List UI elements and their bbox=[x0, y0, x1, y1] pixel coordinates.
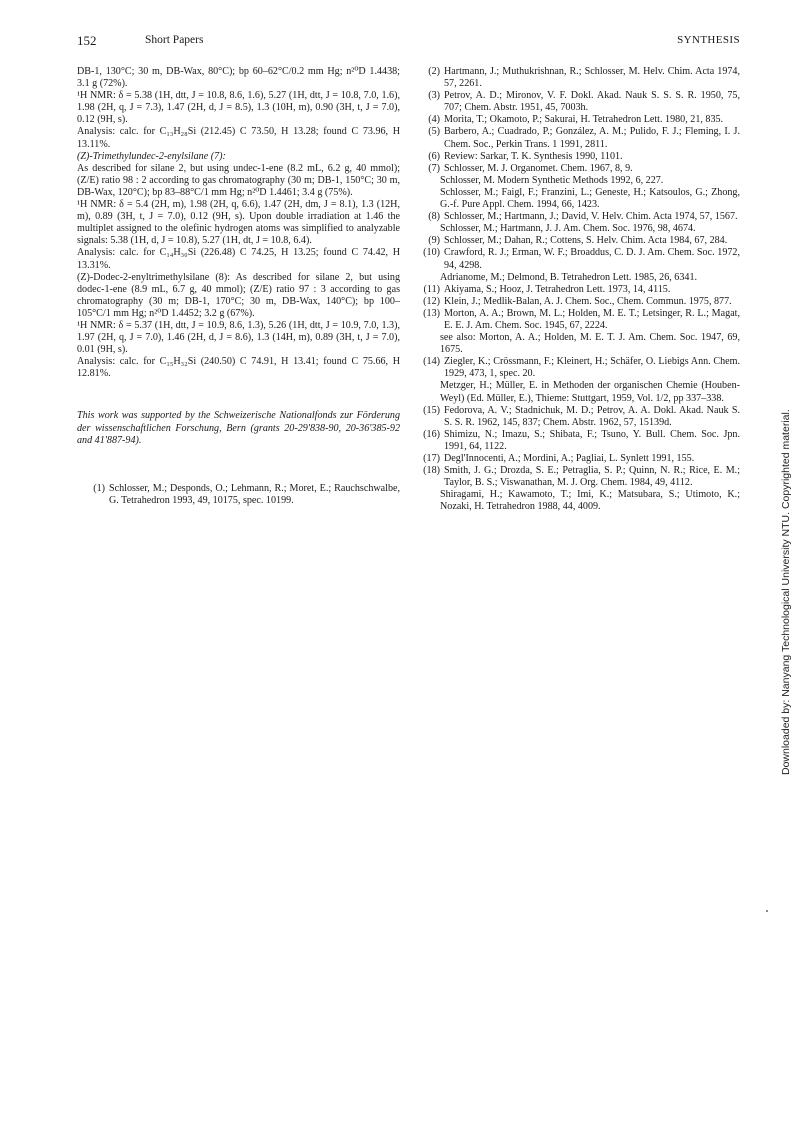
reference-item bbox=[412, 465, 740, 489]
reference-item bbox=[412, 429, 740, 453]
paragraph: ¹H NMR: δ = 5.37 (1H, dtt, J = 10.9, 8.6, 1.3), 5.26 (1H, dtt, J = 10.9, 7.0, 1.3), 1.97 (2H, q, J = 7.0), 1.46 (2H, d, J = 8.6), 1.3 (14H, m), 0.89 (3H, t, J = 7.0), 0.01 (9H, s). bbox=[77, 319, 400, 356]
reference-continuation: Shiragami, H.; Kawamoto, T.; Imi, K.; Matsubara, S.; Utimoto, K.; Nozaki, H. Tetrahedron 1988, 44, 4009. bbox=[440, 489, 740, 513]
left-column bbox=[77, 66, 400, 507]
reference-item bbox=[412, 247, 740, 271]
reference-continuation: Adrianome, M.; Delmond, B. Tetrahedron Lett. 1985, 26, 6341. bbox=[440, 271, 698, 283]
reference-item bbox=[412, 308, 740, 332]
reference-text: Klein, J.; Medlik-Balan, A. J. Chem. Soc., Chem. Commun. 1975, 877. bbox=[444, 295, 732, 307]
reference-continuation: Schlosser, M.; Hartmann, J. J. Am. Chem. Soc. 1976, 98, 4674. bbox=[440, 223, 696, 235]
reference-number: (6) bbox=[428, 150, 440, 162]
reference-list bbox=[412, 66, 740, 513]
reference-text: Fedorova, A. V.; Stadnichuk, M. D.; Petrov, A. A. Dokl. Akad. Nauk S. S. S. R. 1962, 145, 837; Chem. Abstr. 1962, 57, 15139d. bbox=[444, 404, 740, 428]
reference-text: Morton, A. A.; Brown, M. L.; Holden, M. E. T.; Letsinger, R. L.; Magat, E. E. J. Am. Chem. Soc. 1945, 67, 2224. bbox=[444, 307, 740, 331]
reference-text: Hartmann, J.; Muthukrishnan, R.; Schlosser, M. Helv. Chim. Acta 1974, 57, 2261. bbox=[444, 66, 740, 90]
paragraph: As described for silane 2, but using undec-1-ene (8.2 mL, 6.2 g, 40 mmol); (Z/E) ratio 98 : 2 according to gas chromatography (30 m; DB-1, 150°C; 30 m, DB-Wax, 120°C); bp 83–88°C/1 mm Hg; n²⁰D 1.4461; 3.4 g (75%). bbox=[77, 162, 400, 198]
reference-number: (5) bbox=[428, 126, 440, 138]
section-title: Short Papers bbox=[145, 34, 204, 46]
reference-item bbox=[412, 211, 740, 223]
reference-item bbox=[412, 66, 740, 90]
reference-number: (7) bbox=[428, 162, 440, 174]
reference-number: (15) bbox=[423, 404, 440, 416]
reference-item bbox=[77, 483, 400, 507]
reference-item bbox=[412, 235, 740, 247]
reference-number: (17) bbox=[423, 453, 440, 464]
reference-number: (16) bbox=[423, 428, 440, 440]
reference-continuation: Schlosser, M.; Faigl, F.; Franzini, L.; Geneste, H.; Katsoulos, G.; Zhong, G.-f. Pure Appl. Chem. 1994, 66, 1423. bbox=[440, 186, 740, 211]
reference-item bbox=[412, 453, 740, 465]
reference-text: Schlosser, M.; Hartmann, J.; David, V. Helv. Chim. Acta 1974, 57, 1567. bbox=[444, 211, 738, 223]
paragraph: (Z)-Dodec-2-enyltrimethylsilane (8): As described for silane 2, but using dodec-1-ene (8.9 mL, 6.7 g, 40 mmol); (Z/E) ratio 97 : 3 according to gas chromatography (30 m; DB-1, 170°C; 30 m, DB-Wax, 140°C); bp 100–105°C/1 mm Hg; n²⁰D 1.4452; 3.2 g (67%). bbox=[77, 271, 400, 319]
reference-text: Schlosser, M.; Dahan, R.; Cottens, S. Helv. Chim. Acta 1984, 67, 284. bbox=[444, 235, 728, 247]
reference-item bbox=[412, 114, 740, 126]
reference-number: (18) bbox=[423, 465, 440, 477]
reference-number: (12) bbox=[423, 295, 440, 307]
reference-number: (14) bbox=[423, 356, 440, 368]
reference-text: Schlosser, M. J. Organomet. Chem. 1967, 8, 9. bbox=[444, 162, 633, 174]
reference-number: (11) bbox=[423, 283, 440, 295]
reference-item bbox=[412, 296, 740, 308]
reference-item bbox=[412, 126, 740, 150]
reference-text: Petrov, A. D.; Mironov, V. F. Dokl. Akad. Nauk S. S. S. R. 1950, 75, 707; Chem. Abstr. 1951, 45, 7003h. bbox=[444, 90, 740, 114]
acknowledgement: This work was supported by the Schweizerische Nationalfonds zur Förderung der wissenschaftlichen Forschung, Bern (grants 20-29'838-90, 20-36'385-92 and 41'887-94). bbox=[77, 410, 400, 446]
reference-item bbox=[412, 284, 740, 296]
reference-item bbox=[412, 405, 740, 429]
reference-number: (9) bbox=[428, 235, 440, 247]
paragraph: ¹H NMR: δ = 5.38 (1H, dtt, J = 10.8, 8.6, 1.6), 5.27 (1H, dtt, J = 10.8, 7.0, 1.6), 1.98 (2H, q, J = 7.3), 1.47 (2H, d, J = 8.5), 1.3 (10H, m), 0.90 (3H, t, J = 7.0), 0.12 (9H, s). bbox=[77, 90, 400, 126]
reference-number: (13) bbox=[423, 307, 440, 319]
reference-number: (10) bbox=[423, 247, 440, 259]
reference-text: Ziegler, K.; Crössmann, F.; Kleinert, H.; Schäfer, O. Liebigs Ann. Chem. 1929, 473, 1, spec. 20. bbox=[444, 356, 740, 380]
reference-text: Review: Sarkar, T. K. Synthesis 1990, 1101. bbox=[444, 150, 623, 162]
reference-text: Smith, J. G.; Drozda, S. E.; Petraglia, S. P.; Quinn, N. R.; Rice, E. M.; Taylor, B. S.; Viswanathan, M. J. Org. Chem. 1984, 49, 4112. bbox=[444, 465, 740, 489]
download-watermark: Downloaded by: Nanyang Technological University NTU. Copyrighted material. bbox=[780, 409, 792, 775]
reference-number: (2) bbox=[428, 66, 440, 77]
page-header bbox=[77, 33, 740, 49]
journal-name: SYNTHESIS bbox=[677, 34, 740, 46]
reference-continuation: Metzger, H.; Müller, E. in Methoden der organischen Chemie (Houben-Weyl) (Ed. Müller, E.), Thieme: Stuttgart, 1959, Vol. 1/2, pp 337–338. bbox=[440, 380, 740, 404]
reference-text: Schlosser, M.; Desponds, O.; Lehmann, R.; Moret, E.; Rauchschwalbe, G. Tetrahedron 1993, 49, 10175, spec. 10199. bbox=[109, 482, 400, 506]
paragraph: DB-1, 130°C; 30 m, DB-Wax, 80°C); bp 60–62°C/0.2 mm Hg; n²⁰D 1.4438; 3.1 g (72%). bbox=[77, 66, 400, 90]
paragraph: ¹H NMR: δ = 5.4 (2H, m), 1.98 (2H, q, 6.6), 1.47 (2H, dm, J = 8.1), 1.3 (12H, m), 0.89 (3H, t, J = 7.0), 0.12 (9H, s). Upon double irradiation at 1.46 the multiplet assigned to the olefinic hydrogen atoms was simplified to analyzable signals: 5.38 (1H, d, J = 10.8), 5.27 (1H, dt, J = 10.8, 6.4). bbox=[77, 199, 400, 247]
reference-item bbox=[412, 151, 740, 163]
reference-text: Degl'Innocenti, A.; Mordini, A.; Pagliai, L. Synlett 1991, 155. bbox=[444, 453, 695, 464]
reference-number: (1) bbox=[93, 482, 105, 494]
reference-text: Morita, T.; Okamoto, P.; Sakurai, H. Tetrahedron Lett. 1980, 21, 835. bbox=[444, 114, 724, 126]
reference-number: (3) bbox=[428, 90, 440, 102]
paragraph: Analysis: calc. for C₁₅H₃₂Si (240.50) C 74.91, H 13.41; found C 75.66, H 12.81%. bbox=[77, 356, 400, 380]
reference-text: Crawford, R. J.; Erman, W. F.; Broaddus, C. D. J. Am. Chem. Soc. 1972, 94, 4298. bbox=[444, 247, 740, 271]
reference-text: Barbero, A.; Cuadrado, P.; González, A. M.; Pulido, F. J.; Fleming, I. J. Chem. Soc., Perkin Trans. 1 1991, 2811. bbox=[444, 126, 740, 150]
reference-number: (4) bbox=[428, 114, 440, 126]
page-number: 152 bbox=[77, 33, 97, 48]
paragraph: Analysis: calc. for C₁₃H₂₈Si (212.45) C 73.50, H 13.28; found C 73.96, H 13.11%. bbox=[77, 126, 400, 150]
reference-item bbox=[412, 90, 740, 114]
reference-item bbox=[412, 356, 740, 380]
compound-heading: (Z)-Trimethylundec-2-enylsilane (7): bbox=[77, 150, 226, 162]
reference-text: Shimizu, N.; Imazu, S.; Shibata, F.; Tsuno, Y. Bull. Chem. Soc. Jpn. 1991, 64, 1122. bbox=[444, 428, 740, 452]
reference-continuation: Schlosser, M. Modern Synthetic Methods 1992, 6, 227. bbox=[440, 174, 664, 186]
scan-speck bbox=[766, 910, 768, 912]
reference-number: (8) bbox=[428, 211, 440, 223]
paragraph: Analysis: calc. for C₁₄H₃₀Si (226.48) C 74.25, H 13.25; found C 74.42, H 13.31%. bbox=[77, 247, 400, 271]
reference-continuation: see also: Morton, A. A.; Holden, M. E. T. J. Am. Chem. Soc. 1947, 69, 1675. bbox=[440, 332, 740, 356]
reference-text: Akiyama, S.; Hooz, J. Tetrahedron Lett. 1973, 14, 4115. bbox=[444, 283, 671, 295]
reference-item bbox=[412, 163, 740, 175]
